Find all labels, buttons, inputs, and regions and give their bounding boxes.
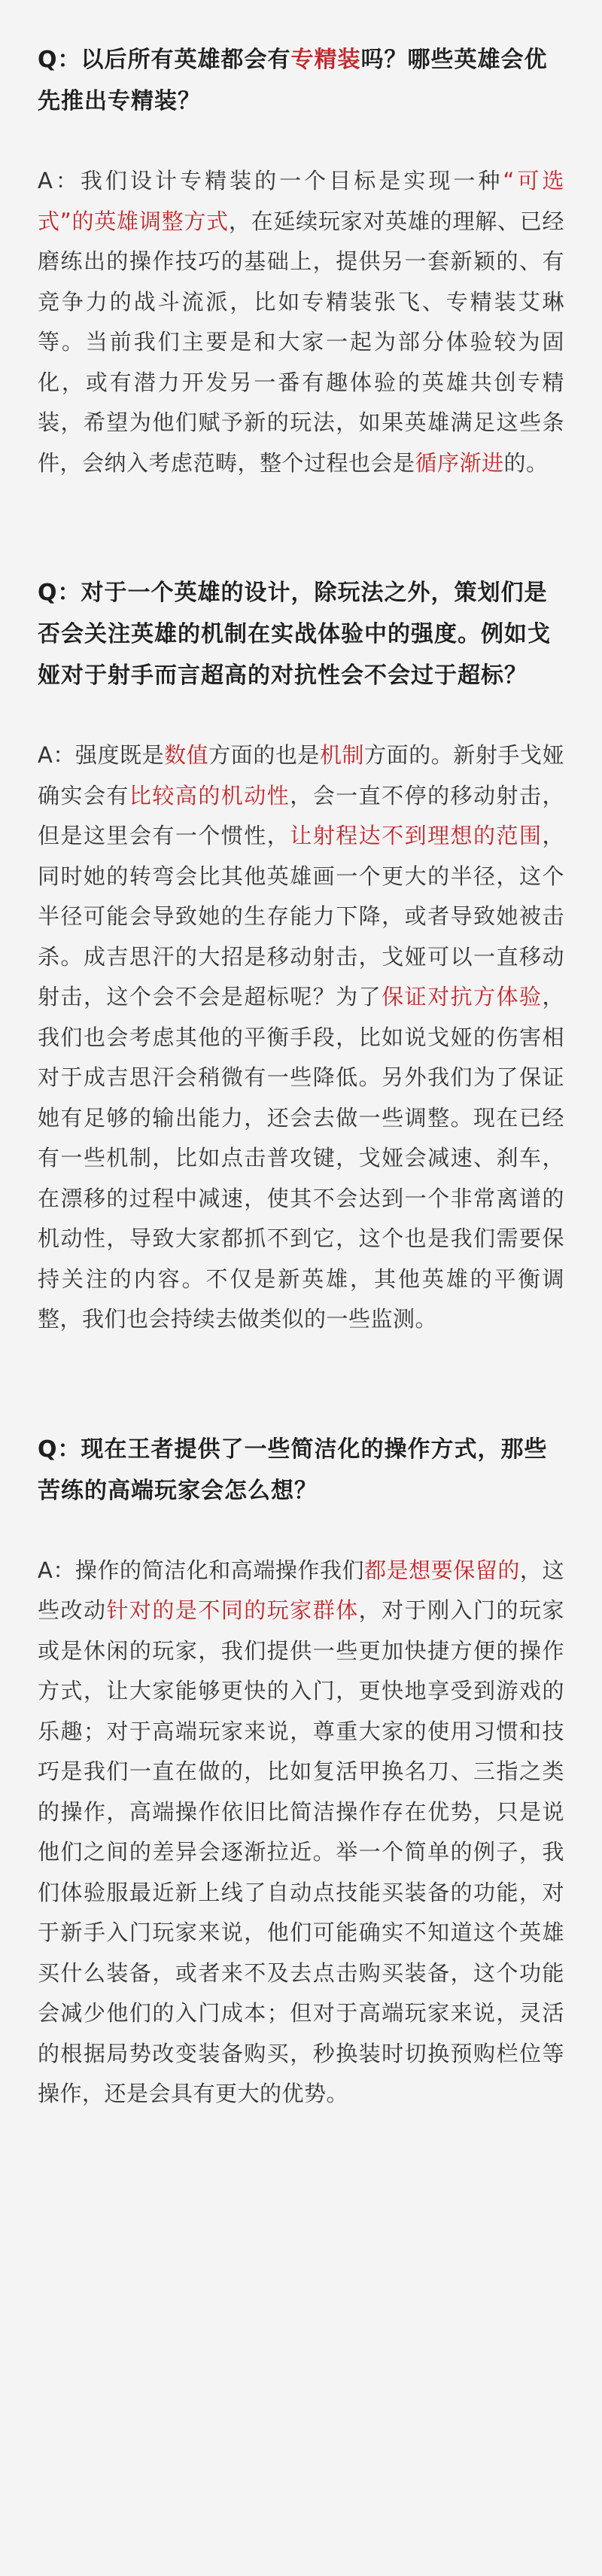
answer-text: 的。 bbox=[503, 449, 549, 476]
answer-text: ，这些改动 bbox=[38, 1557, 564, 1623]
answer-text: A：强度既是 bbox=[38, 742, 165, 768]
answer-text: ，我们也会考虑其他的平衡手段，比如说戈娅的伤害相对于成吉思汗会稍微有一些降低。另外我们为了保证她有足够的输出能力，还会去做一些调整。现在已经有一些机制，比如点击普攻键，戈娅会减速、刹车，在漂移的过程中减速，使其不会达到一个非常离谱的机动性，导致大家都抓不到它，这个也是我们需要保持关注的内容。不仅是新英雄，其他英雄的平衡调整，我们也会持续去做类似的一些监测。 bbox=[38, 984, 564, 1332]
answer-highlight: 都是想要保留的 bbox=[364, 1557, 520, 1583]
question-3 bbox=[38, 1429, 564, 1512]
answer-highlight: 循序渐进 bbox=[415, 449, 504, 476]
question-2 bbox=[38, 572, 564, 696]
answer-highlight: 针对的是不同的玩家群体 bbox=[106, 1597, 359, 1623]
question-text: 吗？哪些英雄会优先推出专精装？ bbox=[38, 47, 548, 114]
answer-3 bbox=[38, 1551, 564, 2115]
answer-text: ，对于刚入门的玩家或是休闲的玩家，我们提供一些更加快捷方便的操作方式，让大家能够更快的入门，更快地享受到游戏的乐趣；对于高端玩家来说，尊重大家的使用习惯和技巧是我们一直在做的，比如复活甲换名刀、三指之类的操作，高端操作依旧比简洁操作存在优势，只是说他们之间的差异会逐渐拉近。举一个简单的例子，我们体验服最近新上线了自动点技能买装备的功能，对于新手入门玩家来说，他们可能确实不知道这个英雄买什么装备，或者来不及去点击购买装备，这个功能会减少他们的入门成本；但对于高端玩家来说，灵活的根据局势改变装备购买，秒换装时切换预购栏位等操作，还是会具有更大的优势。 bbox=[38, 1597, 564, 2106]
answer-text: ，在延续玩家对英雄的理解、已经磨练出的操作技巧的基础上，提供另一套新颖的、有竞争力的战斗流派，比如专精装张飞、专精装艾琳等。当前我们主要是和大家一起为部分体验较为固化，或有潜力开发另一番有趣体验的英雄共创专精装，希望为他们赋予新的玩法，如果英雄满足这些条件，会纳入考虑范畴，整个过程也会是 bbox=[38, 208, 564, 476]
answer-text: A：操作的简洁化和高端操作我们 bbox=[38, 1557, 365, 1583]
answer-text: ，同时她的转弯会比其他英雄画一个更大的半径，这个半径可能会导致她的生存能力下降，或者导致她被击杀。成吉思汗的大招是移动射击，戈娅可以一直移动射击，这个会不会是超标呢？为了 bbox=[38, 823, 564, 1009]
qa-block-1 bbox=[38, 39, 564, 483]
answer-highlight: “可选式”的英雄调整方式 bbox=[38, 168, 564, 234]
question-text: Q：以后所有英雄都会有 bbox=[38, 47, 291, 73]
answer-highlight: 数值 bbox=[164, 742, 209, 768]
answer-text: A：我们设计专精装的一个目标是实现一种 bbox=[38, 168, 503, 193]
question-highlight: 专精装 bbox=[290, 47, 361, 73]
answer-text: 方面的也是 bbox=[208, 742, 320, 768]
answer-2 bbox=[38, 735, 564, 1340]
answer-highlight: 让射程达不到理想的范围 bbox=[290, 823, 543, 848]
answer-highlight: 比较高的机动性 bbox=[129, 782, 290, 808]
answer-highlight: 保证对抗方体验 bbox=[382, 984, 543, 1009]
question-text: Q：现在王者提供了一些简洁化的操作方式，那些苦练的高端玩家会怎么想？ bbox=[38, 1436, 548, 1504]
answer-text: ，会一直不停的移动射击，但是这里会有一个惯性， bbox=[38, 782, 564, 848]
answer-text: 方面的。新射手戈娅确实会有 bbox=[38, 742, 564, 808]
qa-block-3 bbox=[38, 1429, 564, 2115]
qa-block-2 bbox=[38, 572, 564, 1340]
answer-highlight: 机制 bbox=[319, 742, 365, 768]
question-1 bbox=[38, 39, 564, 122]
answer-1 bbox=[38, 161, 564, 483]
question-text: Q：对于一个英雄的设计，除玩法之外，策划们是否会关注英雄的机制在实战体验中的强度。例如戈娅对于射手而言超高的对抗性会不会过于超标？ bbox=[38, 580, 551, 689]
